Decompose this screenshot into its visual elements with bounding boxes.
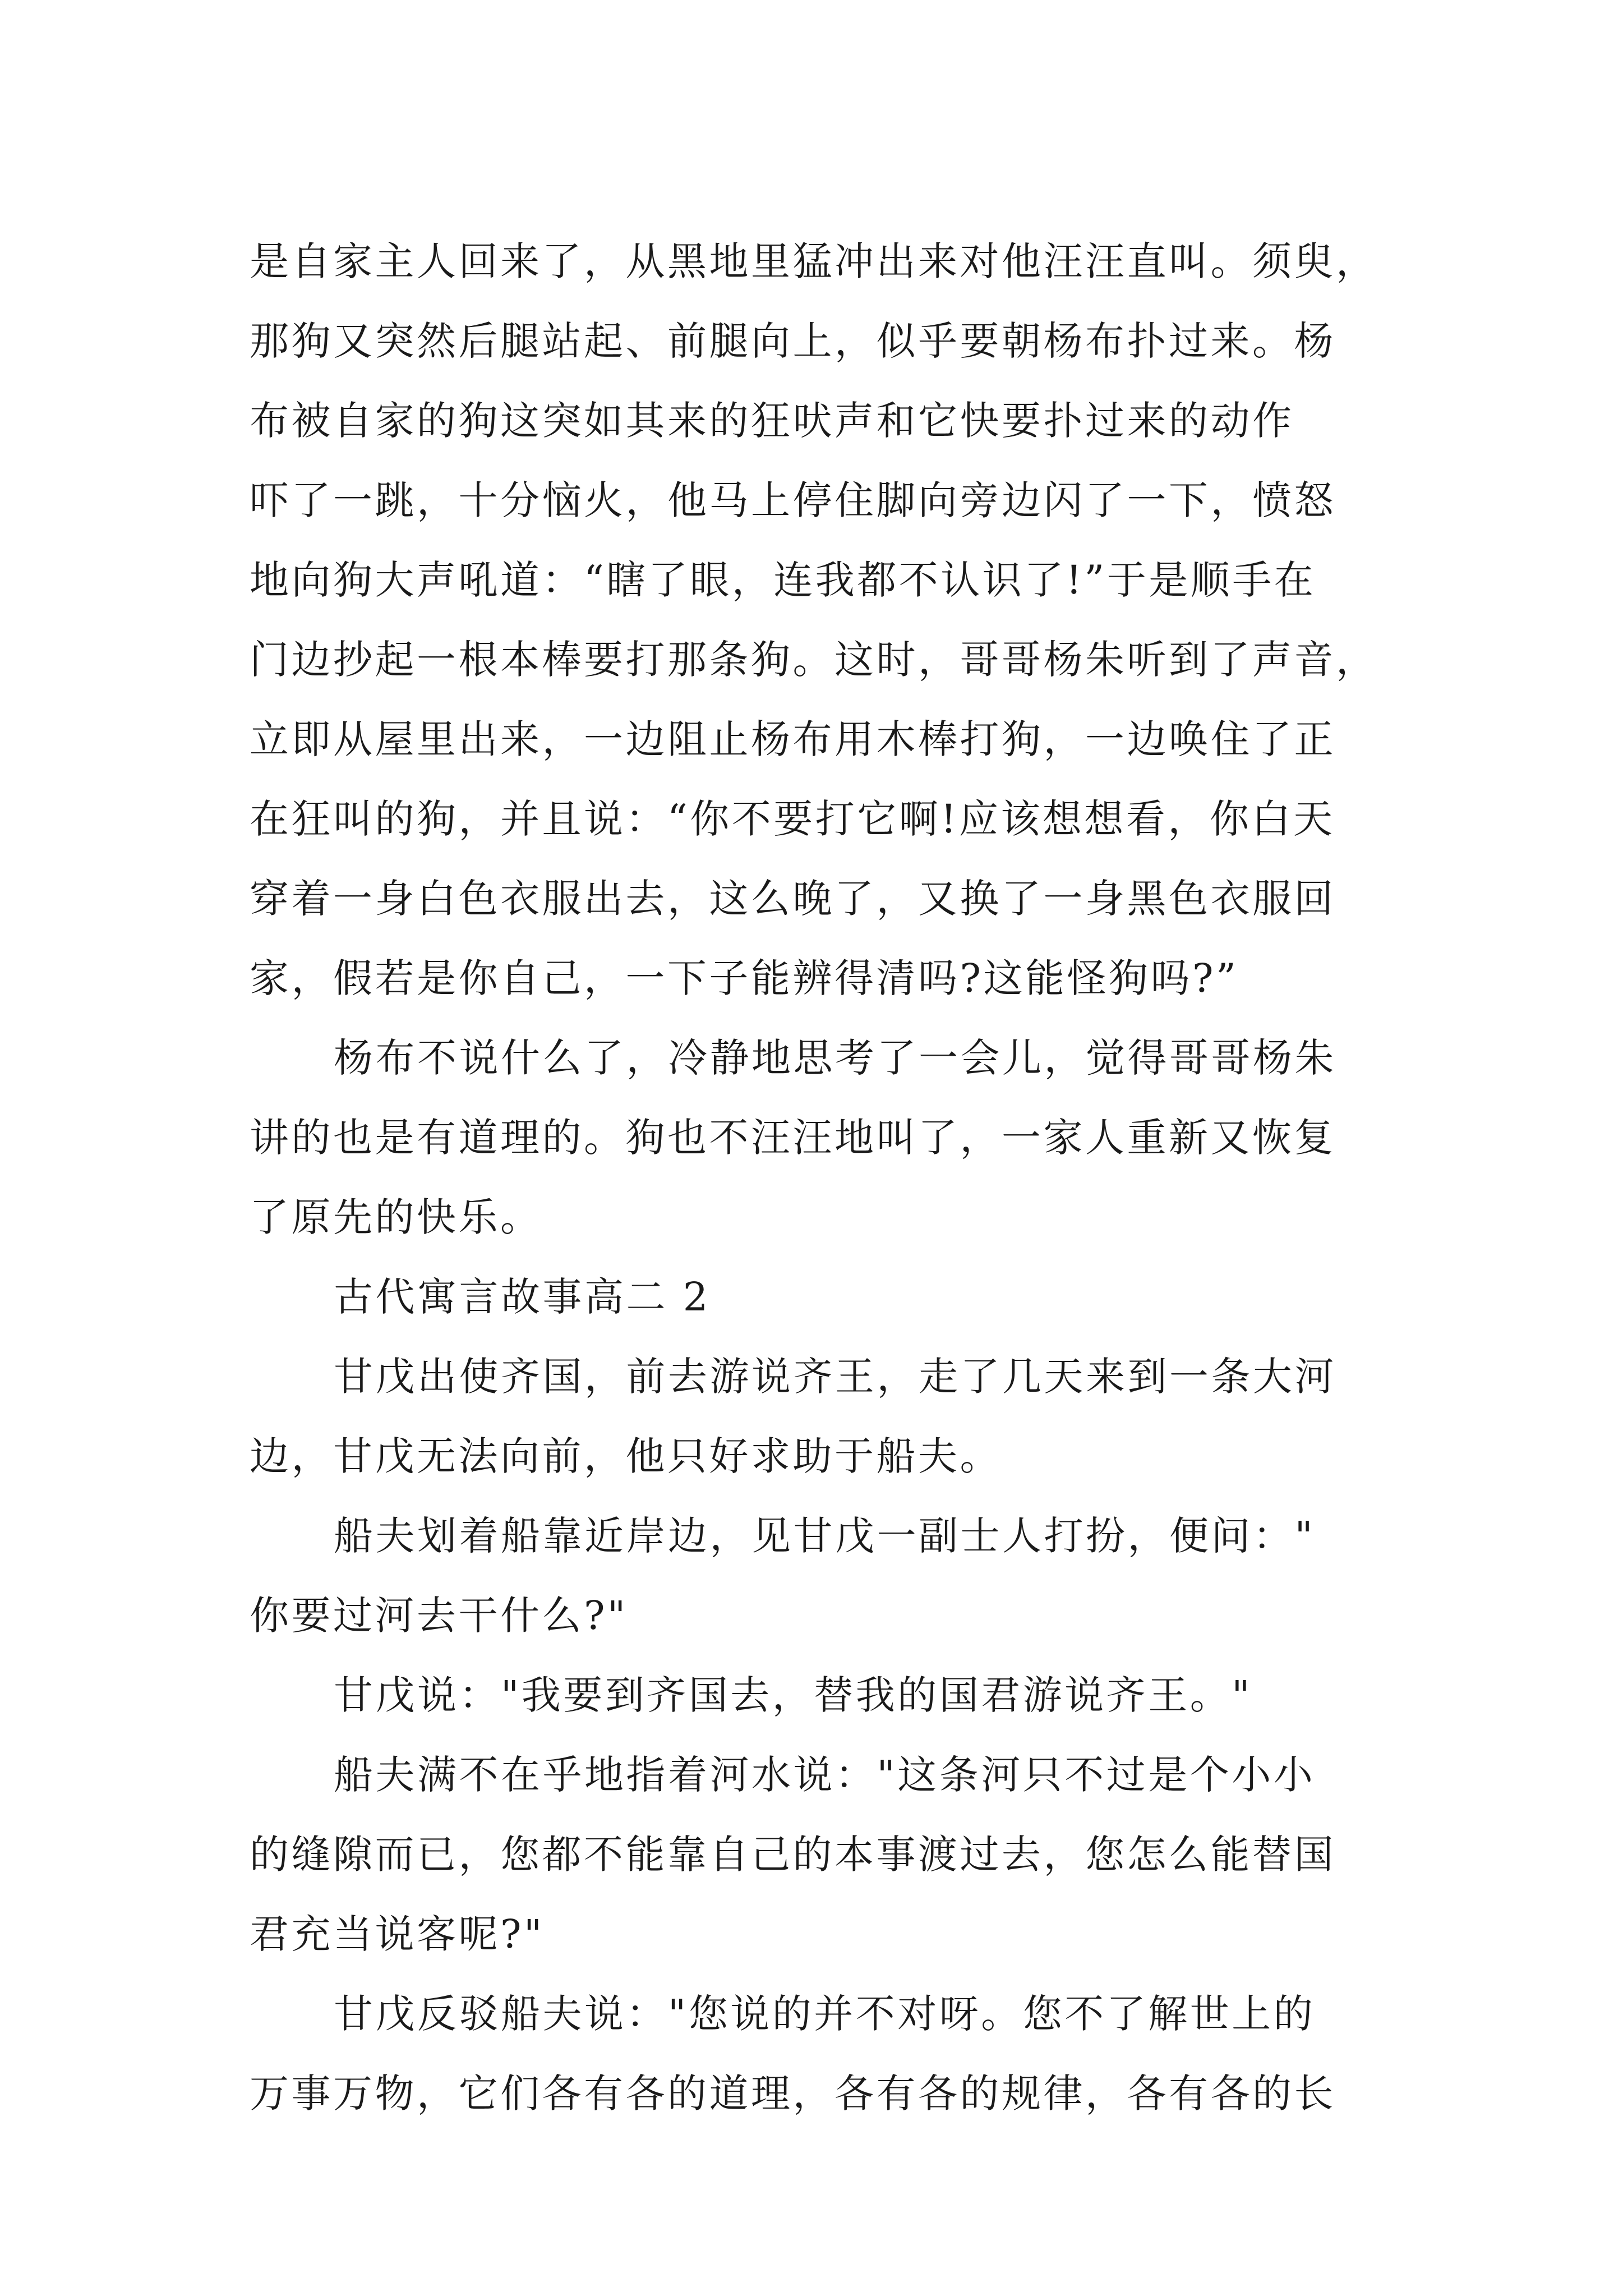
text-line: 在狂叫的狗，并且说：“你不要打它啊!应该想想看，你白天: [250, 796, 1335, 842]
text-line: 你要过河去干什么?": [250, 1593, 628, 1639]
text-line: 是自家主人回来了，从黑地里猛冲出来对他汪汪直叫。须臾，: [250, 238, 1378, 284]
text-line: 立即从屋里出来，一边阻止杨布用木棒打狗，一边唤住了正: [250, 716, 1336, 762]
text-line: 君充当说客呢?": [250, 1911, 545, 1957]
text-line: 那狗又突然后腿站起、前腿向上，似乎要朝杨布扑过来。杨: [250, 318, 1336, 364]
text-line: 家，假若是你自己，一下子能辨得清吗?这能怪狗吗?”: [250, 955, 1239, 1001]
text-line: 船夫满不在乎地指着河水说："这条河只不过是个小小: [334, 1752, 1316, 1798]
text-line: 了原先的快乐。: [250, 1194, 542, 1240]
text-line: 杨布不说什么了，冷静地思考了一会儿，觉得哥哥杨朱: [334, 1035, 1336, 1081]
text-line: 讲的也是有道理的。狗也不汪汪地叫了，一家人重新又恢复: [250, 1115, 1336, 1161]
text-line: 门边抄起一根本棒要打那条狗。这时，哥哥杨朱听到了声音，: [250, 637, 1378, 683]
body-text: [250, 222, 1377, 2133]
text-line: 万事万物，它们各有各的道理，各有各的规律，各有各的长: [250, 2070, 1336, 2116]
text-line: 穿着一身白色衣服出去，这么晚了，又换了一身黑色衣服回: [250, 876, 1336, 922]
text-line: 的缝隙而已，您都不能靠自己的本事渡过去，您怎么能替国: [250, 1832, 1336, 1878]
text-line: 甘戊出使齐国，前去游说齐王，走了几天来到一条大河: [334, 1354, 1336, 1400]
text-line: 甘戊反驳船夫说："您说的并不对呀。您不了解世上的: [334, 1991, 1316, 2037]
text-line: 地向狗大声吼道：“瞎了眼，连我都不认识了!”于是顺手在: [250, 557, 1316, 603]
text-line: 吓了一跳，十分恼火，他马上停住脚向旁边闪了一下，愤怒: [250, 477, 1336, 523]
text-line: 船夫划着船靠近岸边，见甘戊一副士人打扮，便问：": [334, 1513, 1316, 1559]
section-heading: 古代寓言故事高二 2: [334, 1274, 711, 1320]
text-line: 甘戊说："我要到齐国去，替我的国君游说齐王。": [334, 1672, 1252, 1718]
text-line: 布被自家的狗这突如其来的狂吠声和它快要扑过来的动作: [250, 398, 1294, 444]
text-line: 边，甘戊无法向前，他只好求助于船夫。: [250, 1433, 1002, 1479]
